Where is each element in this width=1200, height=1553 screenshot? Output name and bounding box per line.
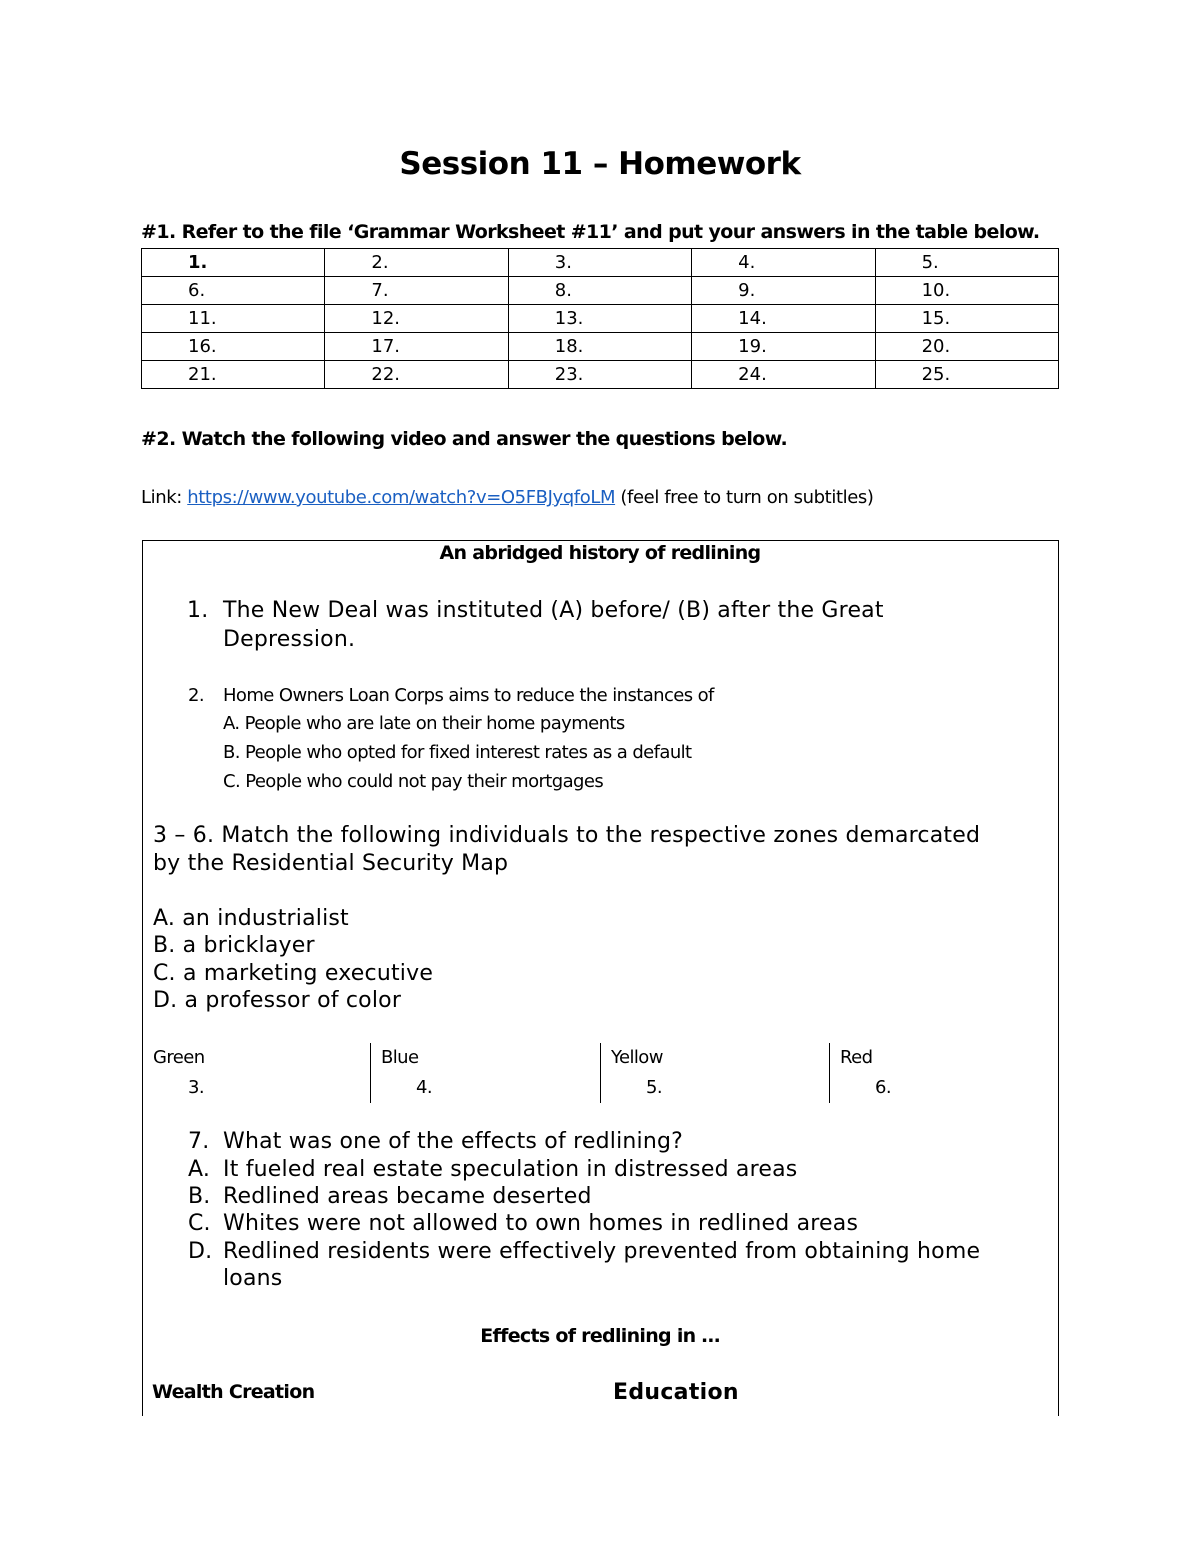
zone-blue-answer[interactable]: 4. xyxy=(416,1077,432,1098)
link-suffix: (feel free to turn on subtitles) xyxy=(615,487,874,508)
answer-cell[interactable]: 2. xyxy=(325,249,508,277)
answer-cell[interactable]: 4. xyxy=(692,249,875,277)
answer-cell[interactable]: 10. xyxy=(875,277,1058,305)
video-link[interactable]: https://www.youtube.com/watch?v=O5FBJyqfoLM xyxy=(187,487,616,508)
effects-title: Effects of redlining in … xyxy=(480,1325,720,1347)
answer-cell[interactable]: 1. xyxy=(142,249,325,277)
question-2-heading: #2. Watch the following video and answer the questions below. xyxy=(141,428,788,450)
question-1-heading: #1. Refer to the file ‘Grammar Worksheet #11’ and put your answers in the table below. xyxy=(141,221,1040,243)
q7-option-continuation: loans xyxy=(223,1266,283,1291)
item-2-number: 2. xyxy=(188,685,204,706)
answer-cell[interactable]: 21. xyxy=(142,361,325,389)
answer-cell[interactable]: 17. xyxy=(325,333,508,361)
item-2-option[interactable]: C. People who could not pay their mortgages xyxy=(223,771,604,792)
answer-cell[interactable]: 15. xyxy=(875,305,1058,333)
zone-yellow-answer[interactable]: 5. xyxy=(646,1077,662,1098)
answer-cell[interactable]: 18. xyxy=(508,333,691,361)
match-instructions-line-2: by the Residential Security Map xyxy=(153,851,509,876)
answer-cell[interactable]: 20. xyxy=(875,333,1058,361)
education-label: Education xyxy=(613,1380,739,1405)
answer-cell[interactable]: 23. xyxy=(508,361,691,389)
wealth-creation-label: Wealth Creation xyxy=(152,1381,315,1403)
video-link-line xyxy=(141,487,873,508)
page-title: Session 11 – Homework xyxy=(399,146,801,182)
table-row xyxy=(142,333,1059,361)
answer-cell[interactable]: 19. xyxy=(692,333,875,361)
q7-option-letter: A. xyxy=(188,1157,211,1182)
q7-option-letter: C. xyxy=(188,1211,211,1236)
q7-option-letter: D. xyxy=(188,1239,213,1264)
answer-cell[interactable]: 8. xyxy=(508,277,691,305)
zone-divider xyxy=(600,1043,601,1103)
zone-divider xyxy=(829,1043,830,1103)
q7-option-letter: B. xyxy=(188,1184,211,1209)
answer-cell[interactable]: 5. xyxy=(875,249,1058,277)
table-row xyxy=(142,305,1059,333)
link-label: Link: xyxy=(141,487,188,508)
answer-cell[interactable]: 3. xyxy=(508,249,691,277)
q7-option[interactable]: Redlined areas became deserted xyxy=(223,1184,592,1209)
q7-option[interactable]: Whites were not allowed to own homes in redlined areas xyxy=(223,1211,859,1236)
zone-blue-label: Blue xyxy=(381,1047,419,1068)
item-1-number: 1. xyxy=(187,598,209,623)
question-7-number: 7. xyxy=(188,1129,210,1154)
answer-cell[interactable]: 7. xyxy=(325,277,508,305)
zone-divider xyxy=(370,1043,371,1103)
answer-cell[interactable]: 12. xyxy=(325,305,508,333)
q7-option[interactable]: It fueled real estate speculation in distressed areas xyxy=(223,1157,798,1182)
answer-cell[interactable]: 9. xyxy=(692,277,875,305)
item-2-option[interactable]: B. People who opted for fixed interest rates as a default xyxy=(223,742,692,763)
answer-cell[interactable]: 16. xyxy=(142,333,325,361)
individual-option: D. a professor of color xyxy=(153,988,402,1013)
zone-green-answer[interactable]: 3. xyxy=(188,1077,204,1098)
zone-red-answer[interactable]: 6. xyxy=(875,1077,891,1098)
individual-option: A. an industrialist xyxy=(153,906,349,931)
answer-cell[interactable]: 22. xyxy=(325,361,508,389)
match-instructions-line-1: 3 – 6. Match the following individuals to the respective zones demarcated xyxy=(153,823,981,848)
table-row xyxy=(142,361,1059,389)
item-2-option[interactable]: A. People who are late on their home payments xyxy=(223,713,625,734)
answer-cell[interactable]: 11. xyxy=(142,305,325,333)
individual-option: B. a bricklayer xyxy=(153,933,315,958)
answer-table xyxy=(141,248,1059,389)
item-2-stem: Home Owners Loan Corps aims to reduce the instances of xyxy=(223,685,714,706)
item-1-line-2: Depression. xyxy=(223,627,356,652)
zone-yellow-label: Yellow xyxy=(611,1047,663,1068)
zone-green-label: Green xyxy=(153,1047,205,1068)
answer-cell[interactable]: 14. xyxy=(692,305,875,333)
zone-red-label: Red xyxy=(840,1047,873,1068)
question-7-stem: What was one of the effects of redlining? xyxy=(223,1129,684,1154)
table-row xyxy=(142,249,1059,277)
item-1-line-1: The New Deal was instituted (A) before/ (B) after the Great xyxy=(223,598,884,623)
answer-cell[interactable]: 25. xyxy=(875,361,1058,389)
answer-cell[interactable]: 6. xyxy=(142,277,325,305)
box-title: An abridged history of redlining xyxy=(439,542,761,564)
individual-option: C. a marketing executive xyxy=(153,961,434,986)
table-row xyxy=(142,277,1059,305)
answer-cell[interactable]: 24. xyxy=(692,361,875,389)
answer-cell[interactable]: 13. xyxy=(508,305,691,333)
q7-option[interactable]: Redlined residents were effectively prevented from obtaining home xyxy=(223,1239,981,1264)
